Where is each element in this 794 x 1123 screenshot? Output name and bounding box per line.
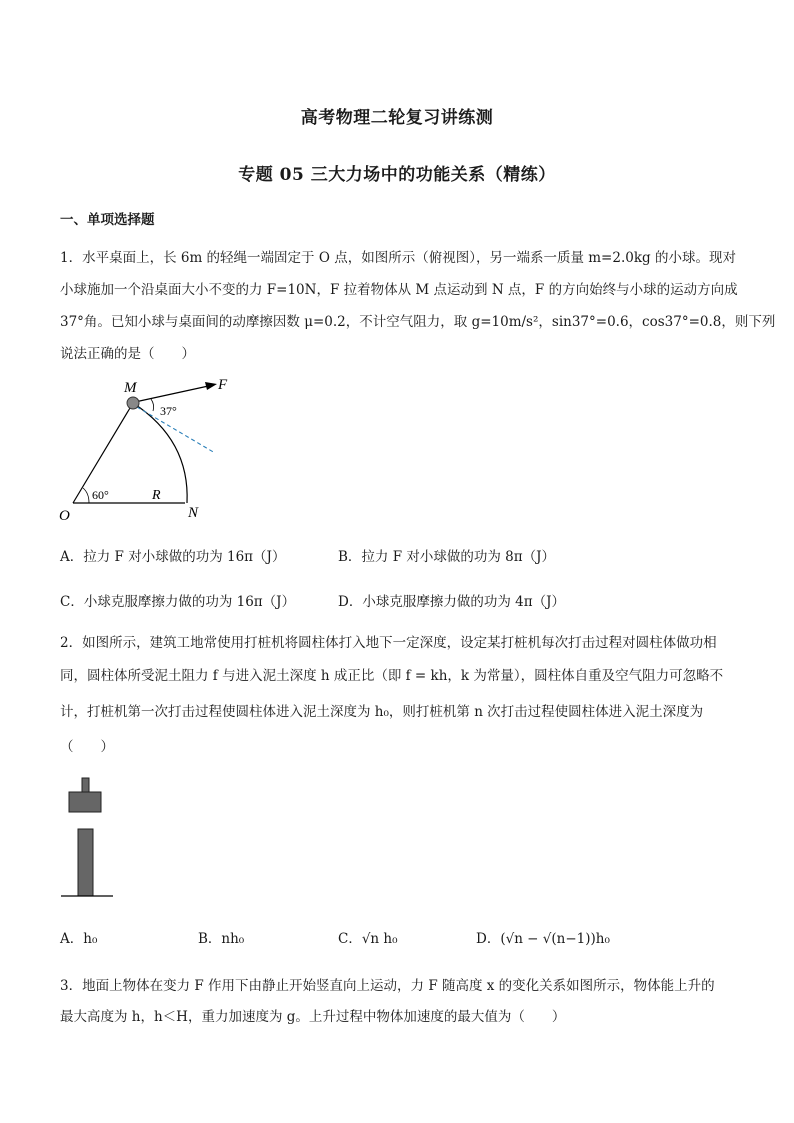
angle-arc-left bbox=[83, 488, 89, 503]
section-heading: 一、单项选择题 bbox=[60, 212, 155, 228]
q1-line-2: 小球施加一个沿桌面大小不变的力 F=10N，F 拉着物体从 M 点运动到 N 点，F 的方向始终与小球的运动方向成 bbox=[60, 282, 738, 298]
document-title: 高考物理二轮复习讲练测 bbox=[300, 108, 494, 128]
angle-arc-top bbox=[151, 399, 154, 411]
q1-line-4: 说法正确的是（ ） bbox=[60, 346, 195, 362]
pile-cylinder bbox=[78, 829, 93, 896]
q1-option-d[interactable]: D．小球克服摩擦力做的功为 4π（J） bbox=[338, 594, 565, 610]
q1-line-1: 1．水平桌面上，长 6m 的轻绳一端固定于 O 点，如图所示（俯视图），另一端系一质量 m=2.0kg 的小球。现对 bbox=[60, 250, 736, 266]
label-R: R bbox=[152, 488, 161, 503]
q2-option-d[interactable]: D．(√n − √(n−1))h₀ bbox=[476, 931, 610, 947]
q1-option-b[interactable]: B．拉力 F 对小球做的功为 8π（J） bbox=[338, 549, 556, 565]
label-angle-60: 60° bbox=[92, 488, 109, 502]
document-subtitle: 专题 05 三大力场中的功能关系（精练） bbox=[238, 165, 556, 185]
label-O: O bbox=[59, 508, 70, 524]
q1-line-3: 37°角。已知小球与桌面间的动摩擦因数 μ=0.2，不计空气阻力，取 g=10m/s²，sin37°=0.6，cos37°=0.8，则下列 bbox=[60, 314, 776, 330]
q2-line-2: 同，圆柱体所受泥土阻力 f 与进入泥土深度 h 成正比（即 f = kh，k 为常量），圆柱体自重及空气阻力可忽略不 bbox=[60, 668, 724, 684]
q1-option-a[interactable]: A．拉力 F 对小球做的功为 16π（J） bbox=[60, 549, 286, 565]
q1-option-c[interactable]: C．小球克服摩擦力做的功为 16π（J） bbox=[60, 594, 296, 610]
label-angle-37: 37° bbox=[160, 404, 177, 418]
force-arrow bbox=[135, 385, 213, 402]
arrow-head-icon bbox=[205, 382, 217, 390]
q2-line-3: 计，打桩机第一次打击过程使圆柱体进入泥土深度为 h₀，则打桩机第 n 次打击过程使圆柱体进入泥土深度为 bbox=[60, 704, 704, 720]
label-N: N bbox=[188, 505, 199, 521]
q2-option-a[interactable]: A．h₀ bbox=[60, 931, 98, 947]
q2-option-c[interactable]: C．√n h₀ bbox=[338, 931, 398, 947]
q2-line-1: 2．如图所示，建筑工地常使用打桩机将圆柱体打入地下一定深度，设定某打桩机每次打击过程对圆柱体做功相 bbox=[60, 635, 717, 651]
label-F: F bbox=[218, 377, 228, 393]
q1-figure bbox=[55, 375, 235, 525]
ball-icon bbox=[127, 397, 139, 409]
q2-pile-driver-figure bbox=[55, 772, 125, 902]
q3-line-2: 最大高度为 h，h＜H，重力加速度为 g。上升过程中物体加速度的最大值为（ ） bbox=[60, 1009, 566, 1025]
q2-option-b[interactable]: B．nh₀ bbox=[198, 931, 245, 947]
label-M: M bbox=[124, 380, 137, 396]
hammer-block bbox=[69, 792, 101, 812]
q2-line-4: （ ） bbox=[60, 739, 114, 755]
hammer-rod bbox=[82, 778, 89, 792]
q3-line-1: 3．地面上物体在变力 F 作用下由静止开始竖直向上运动，力 F 随高度 x 的变化关系如图所示，物体能上升的 bbox=[60, 978, 715, 994]
